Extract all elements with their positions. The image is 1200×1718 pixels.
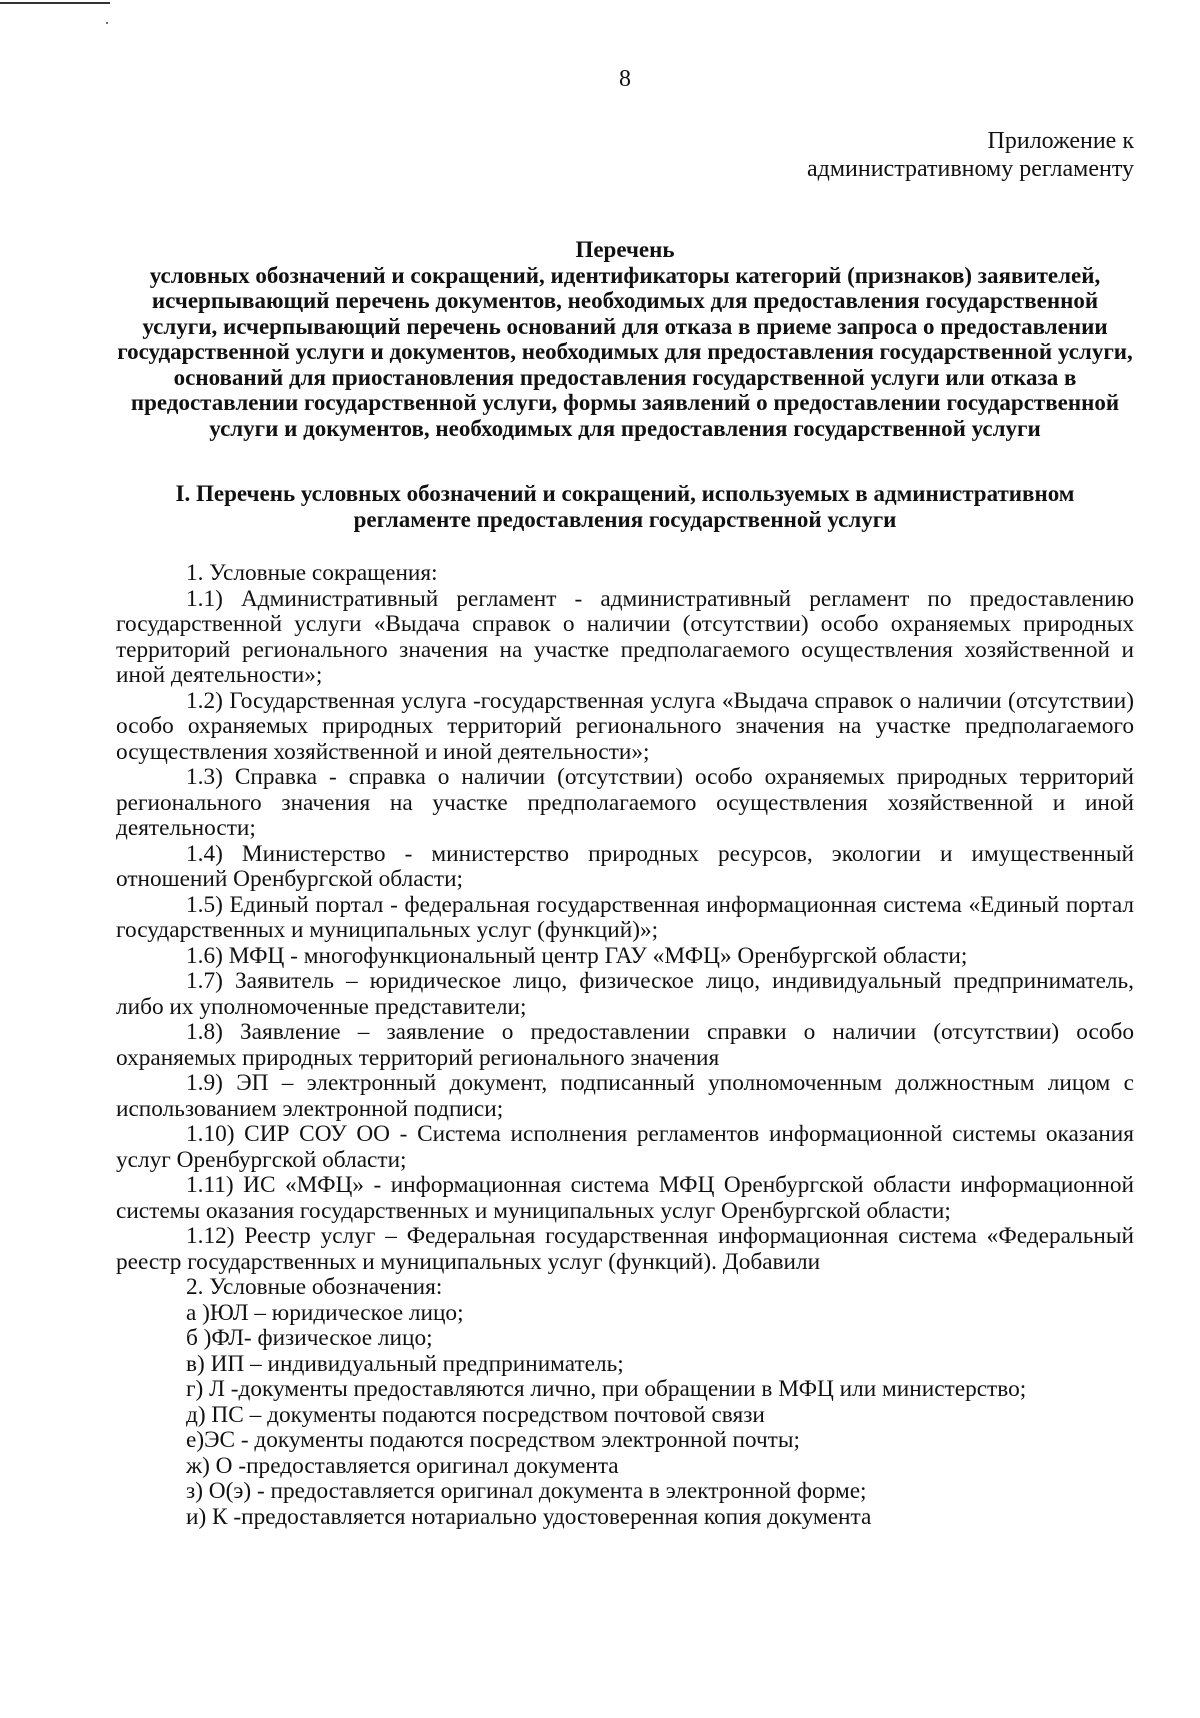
document-body — [116, 561, 1134, 1530]
section-title: I. Перечень условных обозначений и сокращений, используемых в административном регламенте предоставления государственной услуги — [175, 481, 1075, 532]
paragraph: 1.10) СИР СОУ ОО - Система исполнения регламентов информационной системы оказания услуг Оренбургской области; — [116, 1121, 1134, 1173]
document-title-body: условных обозначений и сокращений, идентификаторы категорий (признаков) заявителей, исчерпывающий перечень документов, необходимых для предоставления государственной услуги, исчерпывающий перечень оснований для отказа в приеме запроса о предоставлении государственной услуги и документов, необходимых для предоставления государственной услуги, оснований для приостановления предоставления государственной услуги или отказа в предоставлении государственной услуги, формы заявлений о предоставлении государственной услуги и документов, необходимых для предоставления государственной услуги — [117, 262, 1133, 441]
paragraph: 1.8) Заявление – заявление о предоставлении справки о наличии (отсутствии) особо охраняемых природных территорий регионального значения — [116, 1019, 1134, 1071]
list-item: ж) О -предоставляется оригинал документа — [186, 1452, 619, 1479]
list-item: г) Л -документы предоставляются лично, при обращении в МФЦ или министерство; — [186, 1376, 1027, 1402]
paragraph: 1.1) Административный регламент - административный регламент по предоставлению государственной услуги «Выдача справок о наличии (отсутствии) особо охраняемых природных территорий регионального значения на участке предполагаемого осуществления хозяйственной и иной деятельности»; — [116, 585, 1134, 688]
list-item: д) ПС – документы подаются посредством почтовой связи — [186, 1401, 765, 1428]
paragraph: 1.6) МФЦ - многофункциональный центр ГАУ «МФЦ» Оренбургской области; — [186, 942, 968, 969]
paragraph: 1.9) ЭП – электронный документ, подписанный уполномоченным должностным лицом с использованием электронной подписи; — [116, 1070, 1134, 1122]
list-item: и) К -предоставляется нотариально удостоверенная копия документа — [186, 1503, 872, 1530]
paragraph: 1.3) Справка - справка о наличии (отсутствии) особо охраняемых природных территорий регионального значения на участке предполагаемого осуществления хозяйственной и иной деятельности; — [116, 764, 1134, 841]
document-title — [116, 237, 1134, 441]
list-item: а )ЮЛ – юридическое лицо; — [186, 1299, 464, 1326]
scan-dust-dot — [106, 22, 108, 24]
document-page — [116, 66, 1134, 1530]
paragraph: 1.7) Заявитель – юридическое лицо, физическое лицо, индивидуальный предприниматель, либо их уполномоченные представители; — [116, 968, 1134, 1020]
page-number: 8 — [619, 66, 631, 92]
list-item: е)ЭС - документы подаются посредством электронной почты; — [186, 1427, 800, 1453]
scan-edge-mark — [0, 2, 110, 4]
paragraph: 1.5) Единый портал - федеральная государственная информационная система «Единый портал государственных и муниципальных услуг (функций)»; — [116, 891, 1134, 943]
list-item: б )ФЛ- физическое лицо; — [186, 1325, 433, 1351]
list-item: 2. Условные обозначения: — [186, 1274, 443, 1300]
paragraph: 1.4) Министерство - министерство природных ресурсов, экологии и имущественный отношений Оренбургской области; — [116, 840, 1134, 892]
paragraph: 1.2) Государственная услуга -государственная услуга «Выдача справок о наличии (отсутствии) особо охраняемых природных территорий регионального значения на участке предполагаемого осуществления хозяйственной и иной деятельности»; — [116, 687, 1134, 765]
paragraph: 1.12) Реестр услуг – Федеральная государственная информационная система «Федеральный реестр государственных и муниципальных услуг (функций). Добавили — [116, 1223, 1134, 1275]
appendix-note — [116, 127, 1134, 183]
appendix-line-2: административному регламенту — [806, 156, 1134, 182]
paragraph: 1. Условные сокращения: — [186, 560, 438, 586]
appendix-line-1: Приложение к — [987, 128, 1134, 154]
paragraph: 1.11) ИС «МФЦ» - информационная система МФЦ Оренбургской области информационной системы оказания государственных и муниципальных услуг Оренбургской области; — [116, 1172, 1134, 1224]
document-title-head: Перечень — [575, 237, 675, 262]
list-item: з) О(э) - предоставляется оригинал документа в электронной форме; — [186, 1478, 867, 1504]
list-item: в) ИП – индивидуальный предприниматель; — [186, 1350, 624, 1377]
